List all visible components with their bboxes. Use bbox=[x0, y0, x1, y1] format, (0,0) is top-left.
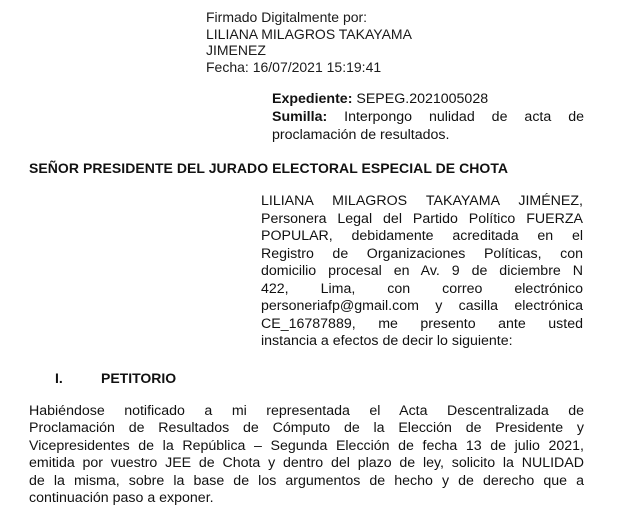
petitorio-line: Proclamación de Resultados de Cómputo de la Elección de Presidente y bbox=[29, 420, 584, 437]
petitorio-paragraph bbox=[29, 403, 584, 507]
signature-date: Fecha: 16/07/2021 15:19:41 bbox=[206, 58, 382, 75]
expediente-line bbox=[272, 90, 584, 108]
expediente-label: Expediente: bbox=[272, 91, 353, 107]
intro-line: instancia a efectos de decir lo siguiente: bbox=[261, 333, 513, 349]
petitorio-line: Habiéndose notificado a mi representada el Acta Descentralizada de bbox=[29, 403, 584, 419]
intro-line: LILIANA MILAGROS TAKAYAMA JIMÉNEZ, bbox=[261, 193, 583, 209]
signature-line: LILIANA MILAGROS TAKAYAMA bbox=[206, 25, 412, 42]
signature-line: Firmado Digitalmente por: bbox=[206, 9, 368, 25]
intro-line: Personera Legal del Partido Político FUERZA bbox=[261, 210, 583, 227]
expediente-value: SEPEG.2021005028 bbox=[356, 91, 489, 107]
sumilla-text: Interpongo nulidad de acta de bbox=[344, 109, 584, 125]
intro-line: personeriafp@gmail.com y casilla electrónica bbox=[261, 298, 583, 314]
introduction-paragraph bbox=[261, 193, 583, 351]
section-number: I. bbox=[55, 370, 63, 386]
signature-line: JIMENEZ bbox=[206, 42, 266, 58]
petitorio-line: de la misma, sobre la base de los argumentos de hecho y de derecho que a bbox=[29, 472, 584, 489]
sumilla-label: Sumilla: bbox=[272, 109, 328, 125]
intro-line: POPULAR, debidamente acreditada en el bbox=[261, 228, 583, 244]
intro-line: Registro de Organizaciones Políticas, con bbox=[261, 245, 583, 262]
sumilla-line bbox=[272, 108, 584, 126]
sumilla-text-continued: proclamación de resultados. bbox=[272, 127, 450, 143]
intro-line: 422, Lima, con correo electrónico bbox=[261, 280, 583, 297]
intro-line: CE_16787889, me presento ante usted bbox=[261, 315, 583, 332]
petitorio-line: emitida por vuestro JEE de Chota y dentro del plazo de ley, solicito la NULIDAD bbox=[29, 455, 584, 472]
petitorio-line: Vicepresidentes de la República – Segunda Elección de fecha 13 de julio 2021, bbox=[29, 437, 584, 454]
digital-signature-block bbox=[206, 9, 412, 75]
section-title: PETITORIO bbox=[101, 370, 177, 386]
petitorio-line: continuación paso a exponer. bbox=[29, 490, 214, 507]
addressee-heading: SEÑOR PRESIDENTE DEL JURADO ELECTORAL ESPECIAL DE CHOTA bbox=[29, 160, 509, 176]
case-metadata bbox=[272, 90, 584, 144]
intro-line: domicilio procesal en Av. 9 de diciembre N bbox=[261, 263, 583, 279]
